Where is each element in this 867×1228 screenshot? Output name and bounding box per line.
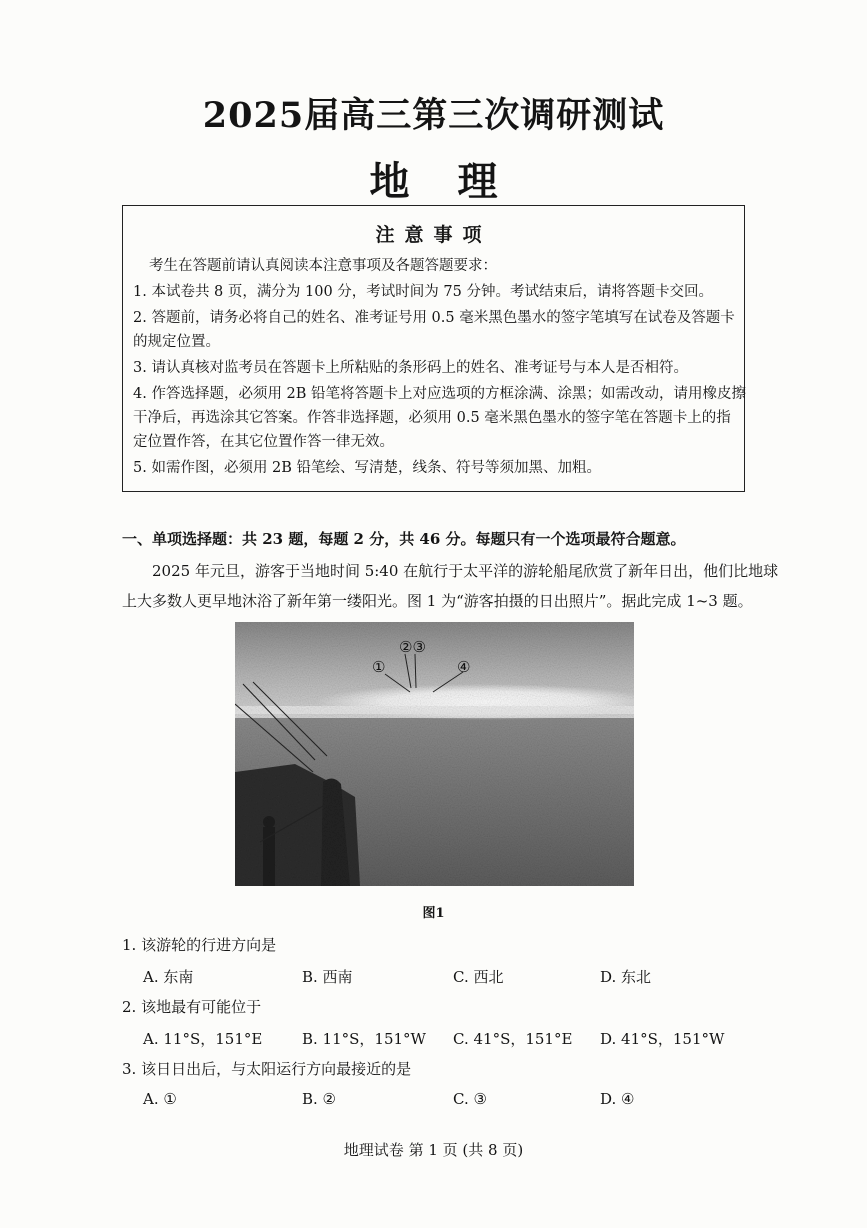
q2-option-b: B. 11°S，151°W — [302, 1030, 426, 1048]
notice-item-2-cont: 的规定位置。 — [133, 334, 220, 350]
page-footer: 地理试卷 第 1 页 (共 8 页) — [343, 1141, 524, 1159]
notice-heading: 注意事项 — [375, 224, 492, 246]
notice-intro: 考生在答题前请认真阅读本注意事项及各题答题要求： — [149, 258, 497, 274]
notice-item-5: 5. 如需作图，必须用 2B 铅笔绘、写清楚，线条、符号等须加黑、加粗。 — [133, 460, 602, 476]
q2-option-d: D. 41°S，151°W — [600, 1030, 725, 1048]
marker-1: ① — [372, 658, 386, 676]
q1-option-d: D. 东北 — [600, 968, 652, 986]
q3-option-a: A. ① — [143, 1090, 177, 1108]
notice-item-2: 2. 答题前，请务必将自己的姓名、准考证号用 0.5 毫米黑色墨水的签字笔填写在试卷及答题卡 — [133, 310, 735, 326]
question-1-stem: 1. 该游轮的行进方向是 — [122, 936, 277, 954]
q3-option-c: C. ③ — [453, 1090, 487, 1108]
marker-2-3: ②③ — [399, 638, 426, 656]
q2-option-c: C. 41°S，151°E — [453, 1030, 573, 1048]
subject-title: 地理 — [369, 158, 546, 205]
section-heading: 一、单项选择题：共 23 题，每题 2 分，共 46 分。每题只有一个选项最符合题意。 — [122, 530, 686, 548]
notice-item-4-cont2: 定位置作答，在其它位置作答一律无效。 — [133, 434, 394, 450]
q1-option-c: C. 西北 — [453, 968, 504, 986]
sunrise-photo — [235, 622, 634, 886]
marker-4: ④ — [457, 658, 471, 676]
question-3-stem: 3. 该日日出后，与太阳运行方向最接近的是 — [122, 1060, 412, 1078]
figure-caption: 图1 — [422, 906, 445, 921]
q3-option-b: B. ② — [302, 1090, 337, 1108]
notice-item-4: 4. 作答选择题，必须用 2B 铅笔将答题卡上对应选项的方框涂满、涂黑；如需改动，请用橡皮擦 — [133, 386, 747, 402]
exam-title: 2025届高三第三次调研测试 — [202, 95, 665, 136]
q1-option-a: A. 东南 — [143, 968, 194, 986]
passage-line-1: 2025 年元旦，游客于当地时间 5:40 在航行于太平洋的游轮船尾欣赏了新年日出，他们比地球 — [152, 562, 779, 580]
notice-item-4-cont1: 干净后，再选涂其它答案。作答非选择题，必须用 0.5 毫米黑色墨水的签字笔在答题卡上的指 — [133, 410, 731, 426]
q1-option-b: B. 西南 — [302, 968, 353, 986]
q2-option-a: A. 11°S，151°E — [143, 1030, 263, 1048]
q3-option-d: D. ④ — [600, 1090, 635, 1108]
notice-item-3: 3. 请认真核对监考员在答题卡上所粘贴的条形码上的姓名、准考证号与本人是否相符。 — [133, 360, 688, 376]
passage-line-2: 上大多数人更早地沐浴了新年第一缕阳光。图 1 为“游客拍摄的日出照片”。据此完成 1~3 题。 — [122, 592, 753, 610]
notice-box — [122, 205, 745, 492]
question-2-stem: 2. 该地最有可能位于 — [122, 998, 262, 1016]
notice-item-1: 1. 本试卷共 8 页，满分为 100 分，考试时间为 75 分钟。考试结束后，请将答题卡交回。 — [133, 284, 713, 300]
